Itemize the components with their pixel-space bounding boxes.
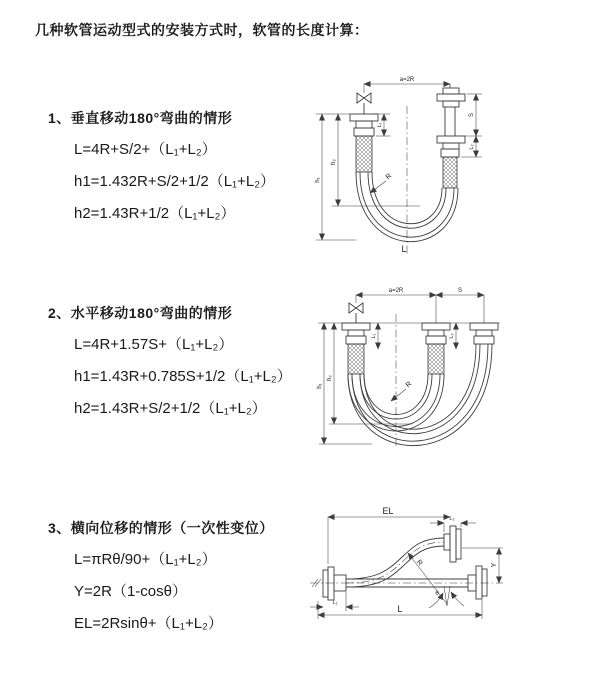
dim-label-l: L <box>397 604 403 614</box>
formula-h2: h2=1.43R+S/2+1/2（L₁+L₂） <box>74 400 267 417</box>
section-2 <box>48 303 292 429</box>
hose-u-bend-position2 <box>348 344 492 446</box>
dim-label-s: S <box>457 288 463 294</box>
braided-hose-section-right <box>443 157 457 188</box>
braided-hose-section-left <box>348 344 364 374</box>
dim-label-el: EL <box>382 506 394 516</box>
section-2-heading: 2、水平移动180°弯曲的情形 <box>48 305 233 321</box>
dim-label-l2: L₂ <box>449 516 455 522</box>
dim-label-h2: h₂ <box>327 375 333 381</box>
dim-label-theta: θ <box>435 591 439 597</box>
diagram-horizontal-bend <box>316 286 556 456</box>
dim-label-l1: L₁ <box>371 333 377 339</box>
flange-middle <box>422 323 450 344</box>
flange-right-displaced <box>444 526 461 562</box>
formula-h2: h2=1.43R+1/2（L₁+L₂） <box>74 205 236 222</box>
flange-right <box>437 84 465 157</box>
section-3 <box>48 518 274 644</box>
dim-label-l2: L₂ <box>449 333 455 339</box>
dim-label-l1: L₁ <box>377 122 383 128</box>
dim-label-l2: L₂ <box>469 144 475 150</box>
formula-l: L=πRθ/90+（L₁+L₂） <box>74 551 217 568</box>
dim-label-l: L <box>401 244 407 254</box>
dim-label-a2r: a=2R <box>388 288 404 294</box>
diagram-vertical-bend <box>312 70 544 262</box>
section-1 <box>48 108 275 234</box>
flange-left <box>323 567 346 600</box>
dim-label-r: R <box>384 172 394 182</box>
dim-label-r: R <box>414 558 424 568</box>
dim-label-h1: h₁ <box>315 177 321 183</box>
angle-theta <box>429 586 464 608</box>
section-1-heading: 1、垂直移动180°弯曲的情形 <box>48 110 233 126</box>
formula-y: Y=2R（1-cosθ） <box>74 583 187 600</box>
flange-left <box>350 114 378 136</box>
formula-l: L=4R+S/2+（L₁+L₂） <box>74 141 217 158</box>
dim-label-r: R <box>404 380 414 390</box>
formula-el: EL=2Rsinθ+（L₁+L₂） <box>74 615 223 632</box>
valve-icon <box>349 303 363 323</box>
diagram-lateral-displacement <box>304 504 514 652</box>
dim-label-h2: h₂ <box>331 159 337 165</box>
dim-label-s: S <box>469 112 475 118</box>
formula-h1: h1=1.432R+S/2+1/2（L₁+L₂） <box>74 173 276 190</box>
flange-right <box>470 323 498 344</box>
dim-label-h1: h₁ <box>317 383 323 389</box>
dim-label-l1: L₁ <box>332 600 338 606</box>
flange-right-original <box>468 566 487 599</box>
dim-label-a2r: a=2R <box>399 77 415 83</box>
formula-l: L=4R+1.57S+（L₁+L₂） <box>74 336 234 353</box>
braided-hose-section-left <box>356 136 372 172</box>
page-title: 几种软管运动型式的安装方式时，软管的长度计算： <box>35 22 369 38</box>
formula-h1: h1=1.43R+0.785S+1/2（L₁+L₂） <box>74 368 292 385</box>
hose-s-curve <box>346 538 444 587</box>
section-3-heading: 3、横向位移的情形（一次性变位） <box>48 520 274 536</box>
braided-hose-section-middle <box>428 344 444 374</box>
flange-left <box>342 323 370 344</box>
dim-label-y: Y <box>491 562 498 568</box>
valve-icon <box>357 84 371 114</box>
